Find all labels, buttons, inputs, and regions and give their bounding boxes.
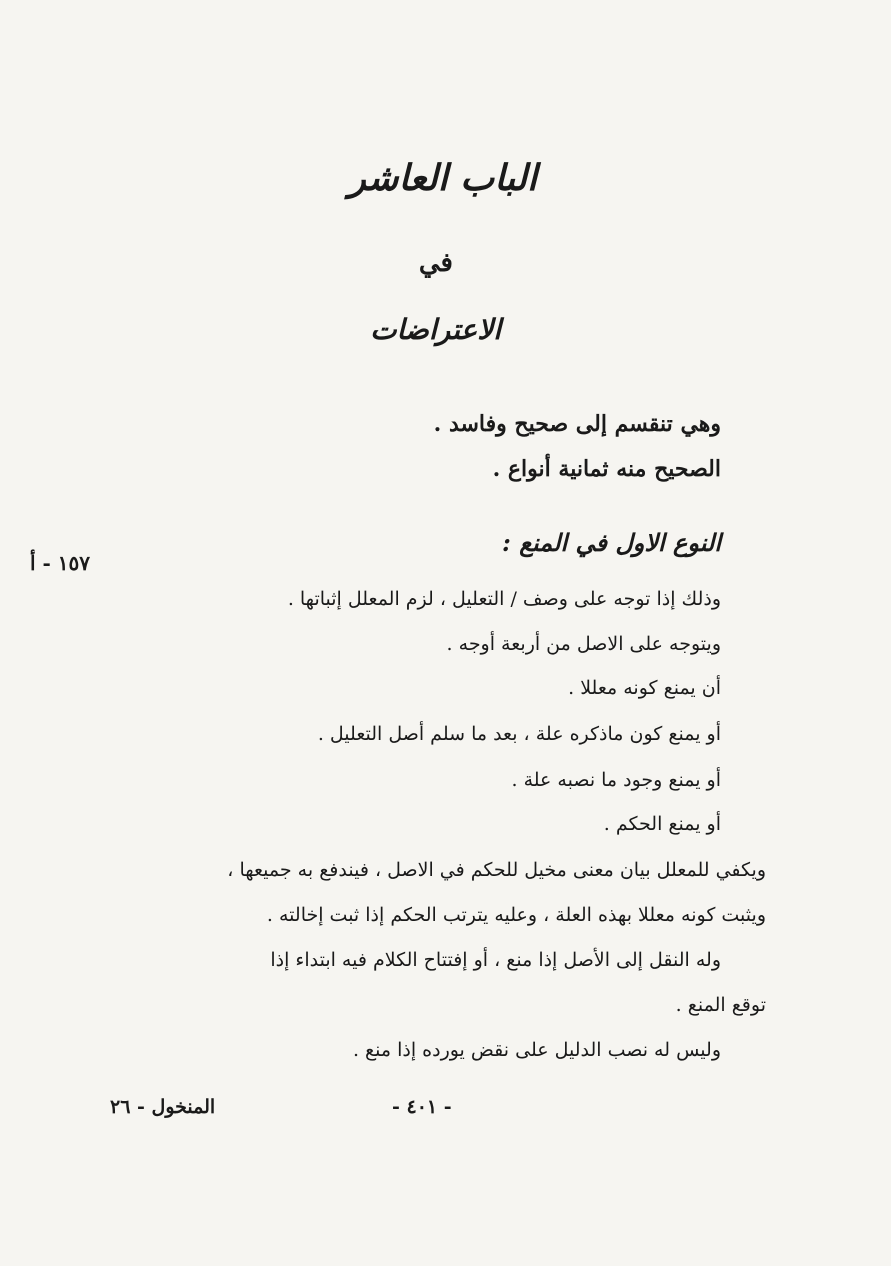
chapter-title: الباب العاشر xyxy=(348,157,537,199)
body-line: وليس له نصب الدليل على نقض يورده إذا منع . xyxy=(352,1039,721,1061)
intro-line: الصحيح منه ثمانية أنواع . xyxy=(492,456,721,482)
body-line: ويثبت كونه معللا بهذه العلة ، وعليه يترتب الحكم إذا ثبت إخالته . xyxy=(266,904,766,926)
chapter-preposition: في xyxy=(418,248,453,278)
chapter-subject: الاعتراضات xyxy=(370,313,501,346)
body-line: توقع المنع . xyxy=(675,994,766,1016)
footer-source: المنخول - ٢٦ xyxy=(110,1096,216,1118)
section-heading: النوع الاول في المنع : xyxy=(502,528,721,557)
body-line: أن يمنع كونه معللا . xyxy=(568,677,721,699)
body-line: وذلك إذا توجه على وصف / التعليل ، لزم المعلل إثباتها . xyxy=(287,588,721,610)
page-number: - ٤٠١ - xyxy=(392,1096,452,1118)
body-line: ويكفي للمعلل بيان معنى مخيل للحكم في الاصل ، فيندفع به جميعها ، xyxy=(227,859,766,881)
body-line: وله النقل إلى الأصل إذا منع ، أو إفتتاح الكلام فيه ابتداء إذا xyxy=(270,949,721,971)
body-line: أو يمنع الحكم . xyxy=(603,813,721,835)
intro-line: وهي تنقسم إلى صحيح وفاسد . xyxy=(433,411,721,437)
body-line: ويتوجه على الاصل من أربعة أوجه . xyxy=(446,633,721,655)
body-line: أو يمنع كون ماذكره علة ، بعد ما سلم أصل التعليل . xyxy=(317,723,721,745)
body-line: أو يمنع وجود ما نصبه علة . xyxy=(511,769,721,791)
margin-folio-note: ١٥٧ - أ xyxy=(30,551,91,575)
